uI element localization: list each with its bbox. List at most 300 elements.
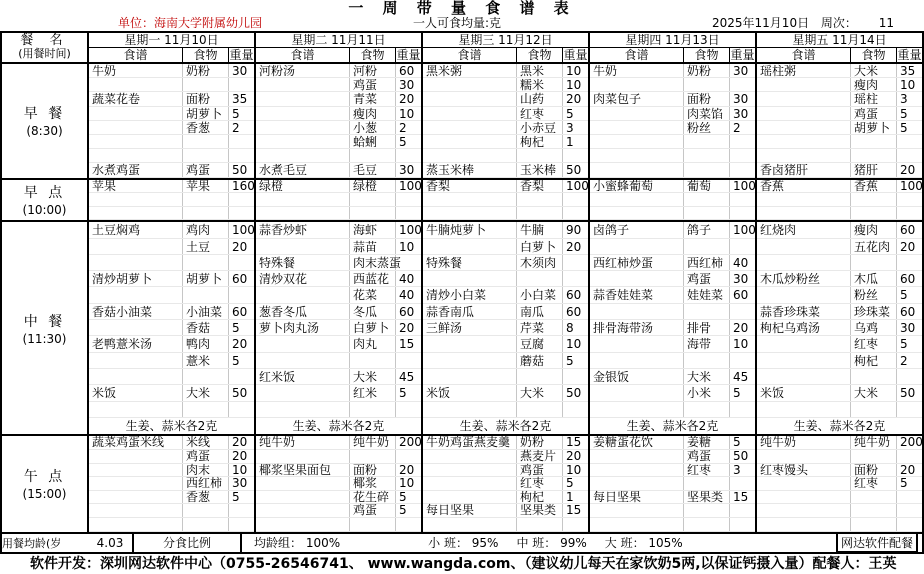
dish-cell bbox=[757, 239, 851, 254]
weight-cell: 20 bbox=[232, 239, 248, 254]
dish-cell: 米饭 bbox=[89, 385, 183, 400]
menu-line bbox=[423, 436, 588, 450]
weight-cell: 90 bbox=[566, 223, 582, 238]
weight-cell bbox=[563, 193, 588, 206]
weight-cell bbox=[396, 193, 421, 206]
dish-cell bbox=[89, 78, 183, 91]
dish-cell bbox=[256, 121, 350, 134]
dish-cell bbox=[423, 450, 517, 463]
menu-line bbox=[590, 64, 755, 78]
dish-cell bbox=[423, 402, 517, 417]
menu-line bbox=[757, 336, 922, 352]
weight-cell: 20 bbox=[566, 448, 582, 463]
menu-line bbox=[89, 287, 254, 303]
weight-cell: 5 bbox=[232, 321, 240, 336]
menu-line bbox=[757, 239, 922, 255]
dish-cell bbox=[256, 402, 350, 417]
menu-line bbox=[89, 207, 254, 221]
menu-line bbox=[89, 504, 254, 518]
food-cell: 珍珠菜 bbox=[851, 304, 897, 319]
weight-cell: 2 bbox=[900, 353, 908, 368]
food-cell: 面粉 bbox=[183, 92, 229, 105]
weight-cell bbox=[563, 271, 588, 286]
weight-cell: 20 bbox=[399, 462, 415, 477]
food-cell bbox=[684, 207, 730, 220]
dish-cell: 牛奶 bbox=[590, 64, 684, 77]
food-cell bbox=[517, 207, 563, 220]
dish-cell bbox=[256, 135, 350, 148]
day-cell-5 bbox=[757, 180, 922, 221]
dish-cell bbox=[256, 107, 350, 120]
weight-cell: 5 bbox=[232, 489, 240, 504]
menu-line bbox=[590, 255, 755, 271]
week-value: 11 bbox=[878, 16, 895, 30]
dish-cell: 姜糖蛋花饮 bbox=[590, 436, 684, 449]
meal-time-header: (用餐时间) bbox=[18, 47, 71, 60]
menu-line bbox=[256, 477, 421, 491]
weight-cell bbox=[730, 353, 755, 368]
menu-line bbox=[423, 64, 588, 78]
weight-cell: 60 bbox=[733, 288, 749, 303]
dish-cell bbox=[590, 135, 684, 148]
weight-cell: 10 bbox=[399, 106, 415, 121]
weight-cell: 20 bbox=[733, 321, 749, 336]
bottom-bar bbox=[0, 554, 924, 574]
weight-cell bbox=[229, 207, 254, 220]
food-cell: 绿橙 bbox=[350, 180, 396, 193]
weight-cell bbox=[730, 304, 755, 319]
food-cell bbox=[851, 504, 897, 517]
weight-cell: 60 bbox=[566, 288, 582, 303]
menu-line bbox=[89, 477, 254, 491]
dish-cell bbox=[423, 193, 517, 206]
menu-line bbox=[757, 255, 922, 271]
menu-line bbox=[89, 464, 254, 478]
menu-line bbox=[256, 304, 421, 320]
dish-cell: 葱香冬瓜 bbox=[256, 304, 350, 319]
food-cell: 蒜苗 bbox=[350, 239, 396, 254]
weight-cell: 20 bbox=[900, 239, 916, 254]
menu-line bbox=[256, 402, 421, 418]
menu-line bbox=[423, 477, 588, 491]
menu-line bbox=[89, 271, 254, 287]
meal-label bbox=[2, 180, 89, 221]
weight-cell bbox=[897, 450, 922, 463]
subheader-row bbox=[757, 48, 922, 62]
menu-line bbox=[89, 149, 254, 163]
food-cell: 红米 bbox=[350, 385, 396, 400]
food-cell: 鸡蛋 bbox=[684, 450, 730, 463]
menu-line bbox=[256, 353, 421, 369]
dish-cell: 清炒小白菜 bbox=[423, 287, 517, 302]
subheader-food: 食物 bbox=[183, 48, 229, 62]
seasoning-note: 生姜、蒜米各2克 bbox=[793, 418, 886, 433]
weight-cell: 60 bbox=[232, 272, 248, 287]
dish-cell bbox=[757, 135, 851, 148]
menu-line bbox=[590, 121, 755, 135]
subheader-weight: 重量 bbox=[730, 48, 755, 62]
menu-line bbox=[256, 287, 421, 303]
food-cell bbox=[183, 518, 229, 531]
dish-cell bbox=[590, 464, 684, 477]
weight-cell bbox=[229, 193, 254, 206]
meal-section-2 bbox=[2, 178, 922, 221]
menu-line bbox=[89, 78, 254, 92]
menu-line bbox=[757, 369, 922, 385]
food-cell bbox=[684, 78, 730, 91]
seasoning-note: 生姜、蒜米各2克 bbox=[292, 418, 385, 433]
dish-cell: 水煮毛豆 bbox=[256, 163, 350, 176]
food-cell bbox=[183, 193, 229, 206]
dish-cell: 枸杞乌鸡汤 bbox=[757, 320, 851, 335]
menu-line bbox=[256, 271, 421, 287]
subheader-dish: 食谱 bbox=[757, 48, 851, 62]
dish-cell: 河粉汤 bbox=[256, 64, 350, 77]
food-cell: 五花肉 bbox=[851, 239, 897, 254]
weight-cell: 2 bbox=[232, 120, 240, 135]
food-cell: 大米 bbox=[684, 369, 730, 384]
dish-cell bbox=[590, 207, 684, 220]
menu-line bbox=[590, 78, 755, 92]
menu-line bbox=[590, 464, 755, 478]
menu-line bbox=[423, 149, 588, 163]
dish-cell bbox=[256, 239, 350, 254]
day-cell-5 bbox=[757, 436, 922, 531]
food-cell: 枸杞 bbox=[517, 491, 563, 504]
menu-line bbox=[423, 193, 588, 207]
weight-cell bbox=[730, 477, 755, 490]
food-cell: 奶粉 bbox=[684, 64, 730, 77]
menu-line bbox=[757, 64, 922, 78]
weight-cell: 5 bbox=[399, 386, 407, 401]
day-cell-1 bbox=[89, 222, 256, 434]
dish-cell bbox=[590, 107, 684, 120]
dish-cell: 三鲜汤 bbox=[423, 320, 517, 335]
dish-cell: 蒜香炒虾 bbox=[256, 222, 350, 237]
dish-cell bbox=[757, 450, 851, 463]
weight-cell bbox=[897, 369, 922, 384]
weight-cell: 50 bbox=[566, 386, 582, 401]
food-cell: 瘦肉 bbox=[350, 107, 396, 120]
day-header-2 bbox=[256, 33, 423, 62]
food-cell: 薏米 bbox=[183, 353, 229, 368]
food-cell bbox=[183, 207, 229, 220]
menu-line bbox=[757, 78, 922, 92]
weight-cell: 20 bbox=[232, 435, 248, 450]
menu-line bbox=[89, 64, 254, 78]
weight-cell: 60 bbox=[566, 304, 582, 319]
dish-cell bbox=[89, 320, 183, 335]
menu-line bbox=[590, 271, 755, 287]
weight-cell: 3 bbox=[900, 92, 908, 107]
menu-line bbox=[757, 271, 922, 287]
menu-line bbox=[256, 135, 421, 149]
weight-cell: 20 bbox=[566, 239, 582, 254]
weight-cell bbox=[229, 255, 254, 270]
food-cell: 玉米棒 bbox=[517, 163, 563, 176]
menu-line bbox=[757, 207, 922, 221]
food-cell: 胡萝卜 bbox=[183, 107, 229, 120]
food-cell: 瘦肉 bbox=[851, 78, 897, 91]
dish-cell bbox=[590, 504, 684, 517]
day-cell-3 bbox=[423, 64, 590, 178]
menu-line bbox=[590, 107, 755, 121]
food-cell: 糯米 bbox=[517, 78, 563, 91]
weight-cell bbox=[730, 193, 755, 206]
class-ratios bbox=[242, 532, 922, 553]
dish-cell: 红烧肉 bbox=[757, 222, 851, 237]
food-cell bbox=[517, 518, 563, 531]
menu-line bbox=[423, 121, 588, 135]
unit-label: 单位：海南大学附属幼儿园 bbox=[118, 16, 263, 30]
weight-cell: 10 bbox=[399, 476, 415, 491]
weight-cell: 60 bbox=[399, 64, 415, 78]
dish-cell: 水煮鸡蛋 bbox=[89, 163, 183, 176]
day-cell-1 bbox=[89, 64, 256, 178]
weight-cell: 30 bbox=[232, 64, 248, 78]
weight-cell: 100 bbox=[566, 178, 589, 193]
day-cell-2 bbox=[256, 180, 423, 221]
food-cell: 红枣 bbox=[851, 477, 897, 490]
menu-line bbox=[590, 385, 755, 401]
menu-line bbox=[590, 287, 755, 303]
food-cell bbox=[684, 353, 730, 368]
menu-line bbox=[757, 287, 922, 303]
menu-line bbox=[89, 135, 254, 149]
weight-cell bbox=[897, 135, 922, 148]
food-cell: 胡萝卜 bbox=[183, 271, 229, 286]
day-name: 星期二 11月11日 bbox=[256, 33, 421, 48]
food-cell: 乌鸡 bbox=[851, 320, 897, 335]
dish-cell bbox=[89, 477, 183, 490]
menu-line bbox=[757, 402, 922, 418]
menu-line bbox=[256, 336, 421, 352]
dish-cell bbox=[256, 193, 350, 206]
food-cell: 蛤蜊 bbox=[350, 135, 396, 148]
menu-line bbox=[757, 193, 922, 207]
dish-cell bbox=[89, 193, 183, 206]
menu-line bbox=[757, 163, 922, 177]
food-cell: 粉丝 bbox=[684, 121, 730, 134]
dish-cell: 每日坚果 bbox=[590, 491, 684, 504]
weight-cell: 60 bbox=[900, 223, 916, 238]
dish-cell: 排骨海带汤 bbox=[590, 320, 684, 335]
dish-cell bbox=[423, 92, 517, 105]
small-class-ratio: 小 班： 95% bbox=[428, 536, 499, 551]
food-cell: 小赤豆 bbox=[517, 121, 563, 134]
dish-cell: 牛奶鸡蛋燕麦羹 bbox=[423, 436, 517, 449]
menu-line bbox=[256, 78, 421, 92]
meal-section-4 bbox=[2, 434, 922, 531]
food-cell bbox=[851, 207, 897, 220]
dish-cell: 牛腩炖萝卜 bbox=[423, 222, 517, 237]
footer-row bbox=[2, 532, 922, 553]
food-cell: 椰浆 bbox=[350, 477, 396, 490]
menu-line bbox=[423, 163, 588, 177]
subheader-weight: 重量 bbox=[396, 48, 421, 62]
dish-cell: 米饭 bbox=[423, 385, 517, 400]
menu-line bbox=[256, 369, 421, 385]
food-cell bbox=[851, 491, 897, 504]
day-header-1 bbox=[89, 33, 256, 62]
weight-cell: 100 bbox=[733, 178, 756, 193]
subheader-weight: 重量 bbox=[563, 48, 588, 62]
dish-cell bbox=[89, 207, 183, 220]
food-cell: 鸡蛋 bbox=[183, 163, 229, 176]
day-cell-3 bbox=[423, 436, 590, 531]
dish-cell bbox=[757, 287, 851, 302]
dish-cell: 肉菜包子 bbox=[590, 92, 684, 105]
food-cell: 鸽子 bbox=[684, 222, 730, 237]
food-cell bbox=[350, 207, 396, 220]
dish-cell bbox=[590, 353, 684, 368]
dish-cell: 绿橙 bbox=[256, 180, 350, 193]
dish-cell bbox=[256, 149, 350, 162]
weight-cell: 5 bbox=[733, 386, 741, 401]
food-cell: 面粉 bbox=[851, 464, 897, 477]
weight-cell bbox=[563, 402, 588, 417]
day-cell-2 bbox=[256, 436, 423, 531]
menu-line bbox=[423, 239, 588, 255]
menu-line bbox=[256, 255, 421, 271]
weight-cell: 100 bbox=[733, 223, 756, 238]
food-cell: 红枣 bbox=[851, 336, 897, 351]
menu-line bbox=[256, 92, 421, 106]
meal-time: (10:00) bbox=[22, 203, 67, 218]
menu-line bbox=[256, 491, 421, 505]
dish-cell: 椰浆坚果面包 bbox=[256, 464, 350, 477]
menu-line bbox=[423, 402, 588, 418]
menu-line bbox=[256, 163, 421, 177]
age-group-ratio: 均龄组： 100% bbox=[254, 536, 341, 551]
weight-cell: 10 bbox=[733, 337, 749, 352]
weight-cell: 100 bbox=[399, 223, 422, 238]
weight-cell bbox=[229, 135, 254, 148]
menu-line bbox=[423, 271, 588, 287]
dish-cell bbox=[590, 518, 684, 531]
dish-cell: 纯牛奶 bbox=[256, 436, 350, 449]
weight-cell: 50 bbox=[900, 386, 916, 401]
meal-name-header: 餐 名 bbox=[20, 33, 69, 48]
dish-cell bbox=[256, 504, 350, 517]
weight-cell bbox=[897, 193, 922, 206]
weight-cell bbox=[897, 402, 922, 417]
food-cell: 香菇 bbox=[183, 320, 229, 335]
food-cell bbox=[183, 369, 229, 384]
menu-line bbox=[89, 180, 254, 194]
weight-cell: 20 bbox=[232, 448, 248, 463]
weight-cell: 30 bbox=[733, 272, 749, 287]
dish-cell bbox=[256, 353, 350, 368]
menu-line bbox=[590, 369, 755, 385]
subheader-row bbox=[256, 48, 421, 62]
dish-cell: 每日坚果 bbox=[423, 504, 517, 517]
food-cell: 海带 bbox=[684, 336, 730, 351]
dish-cell bbox=[590, 163, 684, 176]
food-cell: 海虾 bbox=[350, 222, 396, 237]
dish-cell bbox=[757, 121, 851, 134]
meal-time: (8:30) bbox=[26, 124, 63, 139]
weight-cell: 30 bbox=[232, 476, 248, 491]
dish-cell bbox=[423, 207, 517, 220]
dish-cell bbox=[590, 239, 684, 254]
meal-label bbox=[2, 64, 89, 178]
day-header-3 bbox=[423, 33, 590, 62]
dish-cell bbox=[89, 504, 183, 517]
food-cell: 面粉 bbox=[350, 464, 396, 477]
dish-cell bbox=[590, 193, 684, 206]
weight-cell: 50 bbox=[232, 386, 248, 401]
dish-cell: 香菇小油菜 bbox=[89, 304, 183, 319]
menu-line bbox=[423, 504, 588, 518]
menu-line bbox=[757, 149, 922, 163]
day-name: 星期三 11月12日 bbox=[423, 33, 588, 48]
dish-cell bbox=[757, 255, 851, 270]
weight-cell bbox=[563, 518, 588, 531]
page-title: 一 周 带 量 食 谱 表 bbox=[348, 0, 576, 17]
weight-cell: 5 bbox=[232, 106, 240, 121]
dish-cell bbox=[590, 385, 684, 400]
weight-cell bbox=[229, 504, 254, 517]
food-cell: 木须肉 bbox=[517, 255, 563, 270]
ratio-label: 分食比例 bbox=[134, 534, 242, 553]
food-cell: 黑米 bbox=[517, 64, 563, 77]
menu-line bbox=[590, 518, 755, 532]
weight-cell bbox=[730, 402, 755, 417]
menu-line bbox=[590, 320, 755, 336]
dish-cell bbox=[89, 518, 183, 531]
food-cell bbox=[851, 193, 897, 206]
food-cell: 肉丸 bbox=[350, 336, 396, 351]
dish-cell bbox=[423, 369, 517, 384]
day-cell-4 bbox=[590, 64, 757, 178]
menu-line bbox=[256, 64, 421, 78]
weight-cell: 20 bbox=[900, 462, 916, 477]
menu-line bbox=[89, 163, 254, 177]
food-cell: 粉丝 bbox=[851, 287, 897, 302]
weight-cell: 10 bbox=[566, 462, 582, 477]
food-cell bbox=[517, 193, 563, 206]
date-week-label bbox=[712, 17, 894, 30]
subheader-food: 食物 bbox=[517, 48, 563, 62]
dish-cell: 特殊餐 bbox=[256, 255, 350, 270]
weight-cell bbox=[396, 402, 421, 417]
dish-cell: 蒜香珍珠菜 bbox=[757, 304, 851, 319]
menu-line bbox=[757, 107, 922, 121]
menu-line bbox=[590, 402, 755, 418]
menu-line bbox=[256, 464, 421, 478]
menu-line bbox=[423, 107, 588, 121]
dish-cell bbox=[423, 271, 517, 286]
seasoning-note: 生姜、蒜米各2克 bbox=[459, 418, 552, 433]
menu-line bbox=[256, 121, 421, 135]
dish-cell bbox=[89, 369, 183, 384]
menu-line bbox=[256, 149, 421, 163]
weight-cell: 5 bbox=[566, 476, 574, 491]
food-cell: 大米 bbox=[517, 385, 563, 400]
middle-class-ratio: 中 班： 99% bbox=[516, 536, 587, 551]
menu-line bbox=[256, 207, 421, 221]
dish-cell: 蔬菜鸡蛋米线 bbox=[89, 436, 183, 449]
dish-cell bbox=[89, 121, 183, 134]
menu-line bbox=[590, 353, 755, 369]
food-cell bbox=[684, 149, 730, 162]
dish-cell bbox=[89, 149, 183, 162]
food-cell bbox=[851, 149, 897, 162]
menu-line bbox=[256, 180, 421, 194]
weight-cell: 15 bbox=[566, 503, 582, 518]
day-cell-4 bbox=[590, 436, 757, 531]
